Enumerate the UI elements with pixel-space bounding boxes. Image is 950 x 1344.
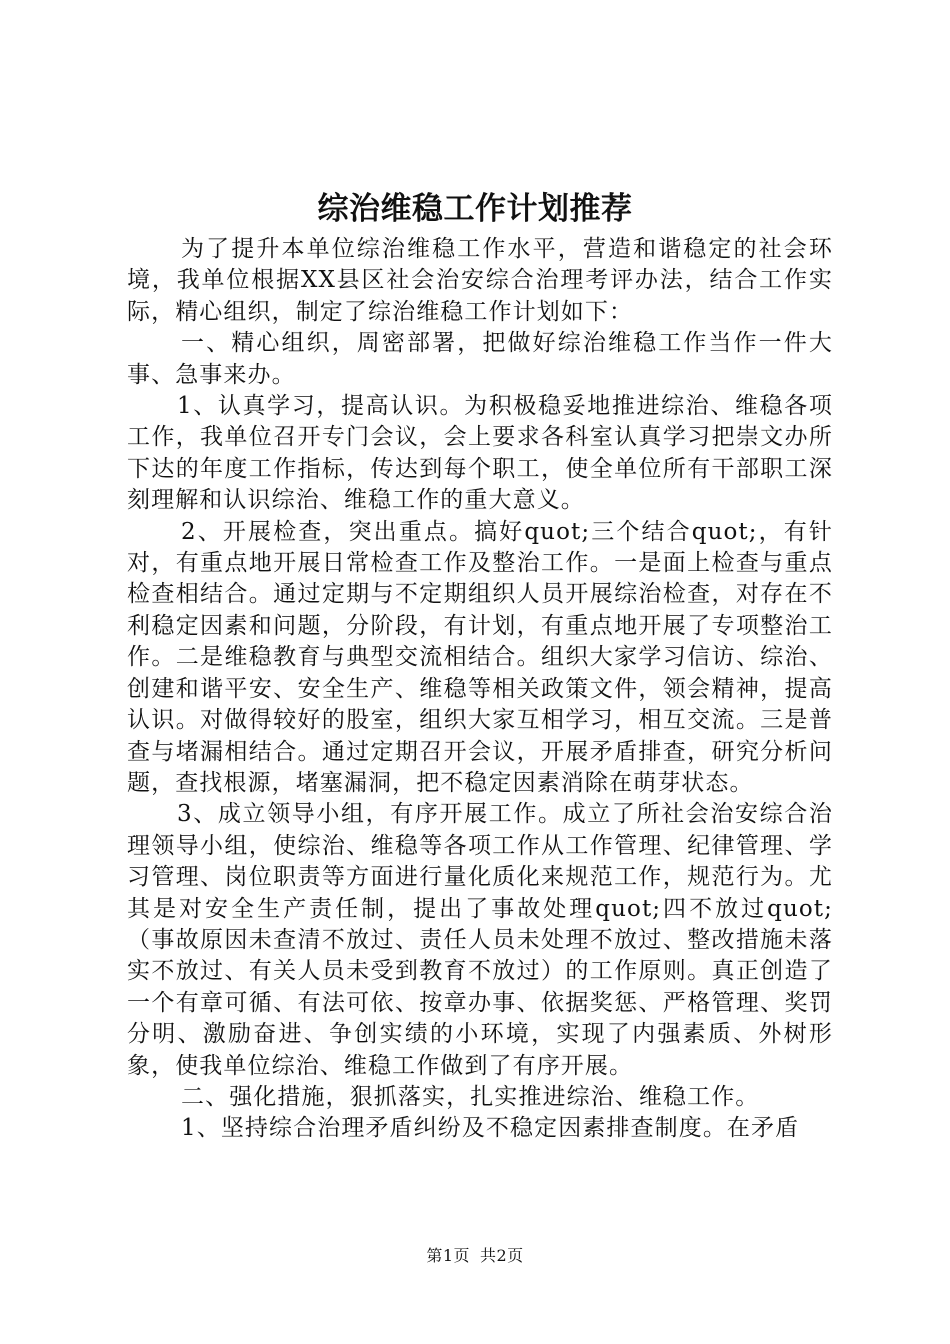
page-footer (0, 1245, 950, 1267)
section-heading-1: 一、精心组织，周密部署，把做好综治维稳工作当作一件大事、急事来办。 (127, 330, 833, 388)
item-paragraph-3: 3、成立领导小组，有序开展工作。成立了所社会治安综合治理领导小组，使综治、维稳等各项工作从工作管理、纪律管理、学习管理、岗位职责等方面进行量化质化来规范工作，规范行为。尤其是对安全生产责任制，提出了事故处理quot;四不放过quot;（事故原因未查清不放过、责任人员未处理不放过、整改措施未落实不放过、有关人员未受到教育不放过）的工作原则。真正创造了一个有章可循、有法可依、按章办事、依据奖惩、严格管理、奖罚分明、激励奋进、争创实绩的小环境，实现了内强素质、外树形象，使我单位综治、维稳工作做到了有序开展。 (127, 801, 833, 1079)
document-title: 综治维稳工作计划推荐 (317, 191, 633, 227)
item-paragraph-2: 2、开展检查，突出重点。搞好quot;三个结合quot;，有针对，有重点地开展日常检查工作及整治工作。一是面上检查与重点检查相结合。通过定期与不定期组织人员开展综治检查，对存在不利稳定因素和问题，分阶段，有计划，有重点地开展了专项整治工作。二是维稳教育与典型交流相结合。组织大家学习信访、综治、创建和谐平安、安全生产、维稳等相关政策文件，领会精神，提高认识。对做得较好的股室，组织大家互相学习，相互交流。三是普查与堵漏相结合。通过定期召开会议，开展矛盾排查，研究分析问题，查找根源，堵塞漏洞，把不稳定因素消除在萌芽状态。 (127, 518, 833, 796)
document-body (127, 234, 833, 1145)
item-paragraph-1: 1、认真学习，提高认识。为积极稳妥地推进综治、维稳各项工作，我单位召开专门会议，会上要求各科室认真学习把崇文办所下达的年度工作指标，传达到每个职工，使全单位所有干部职工深刻理解和认识综治、维稳工作的重大意义。 (127, 393, 833, 514)
section-heading-2: 二、强化措施，狠抓落实，扎实推进综治、维稳工作。 (181, 1083, 760, 1110)
page-number: 第1页 (426, 1246, 470, 1265)
intro-paragraph: 为了提升本单位综治维稳工作水平，营造和谐稳定的社会环境，我单位根据XX县区社会治安综合治理考评办法，结合工作实际，精心组织，制定了综治维稳工作计划如下： (127, 236, 833, 325)
item-paragraph-4: 1、坚持综合治理矛盾纠纷及不稳定因素排查制度。在矛盾 (181, 1115, 800, 1142)
page-total: 共2页 (480, 1246, 524, 1265)
